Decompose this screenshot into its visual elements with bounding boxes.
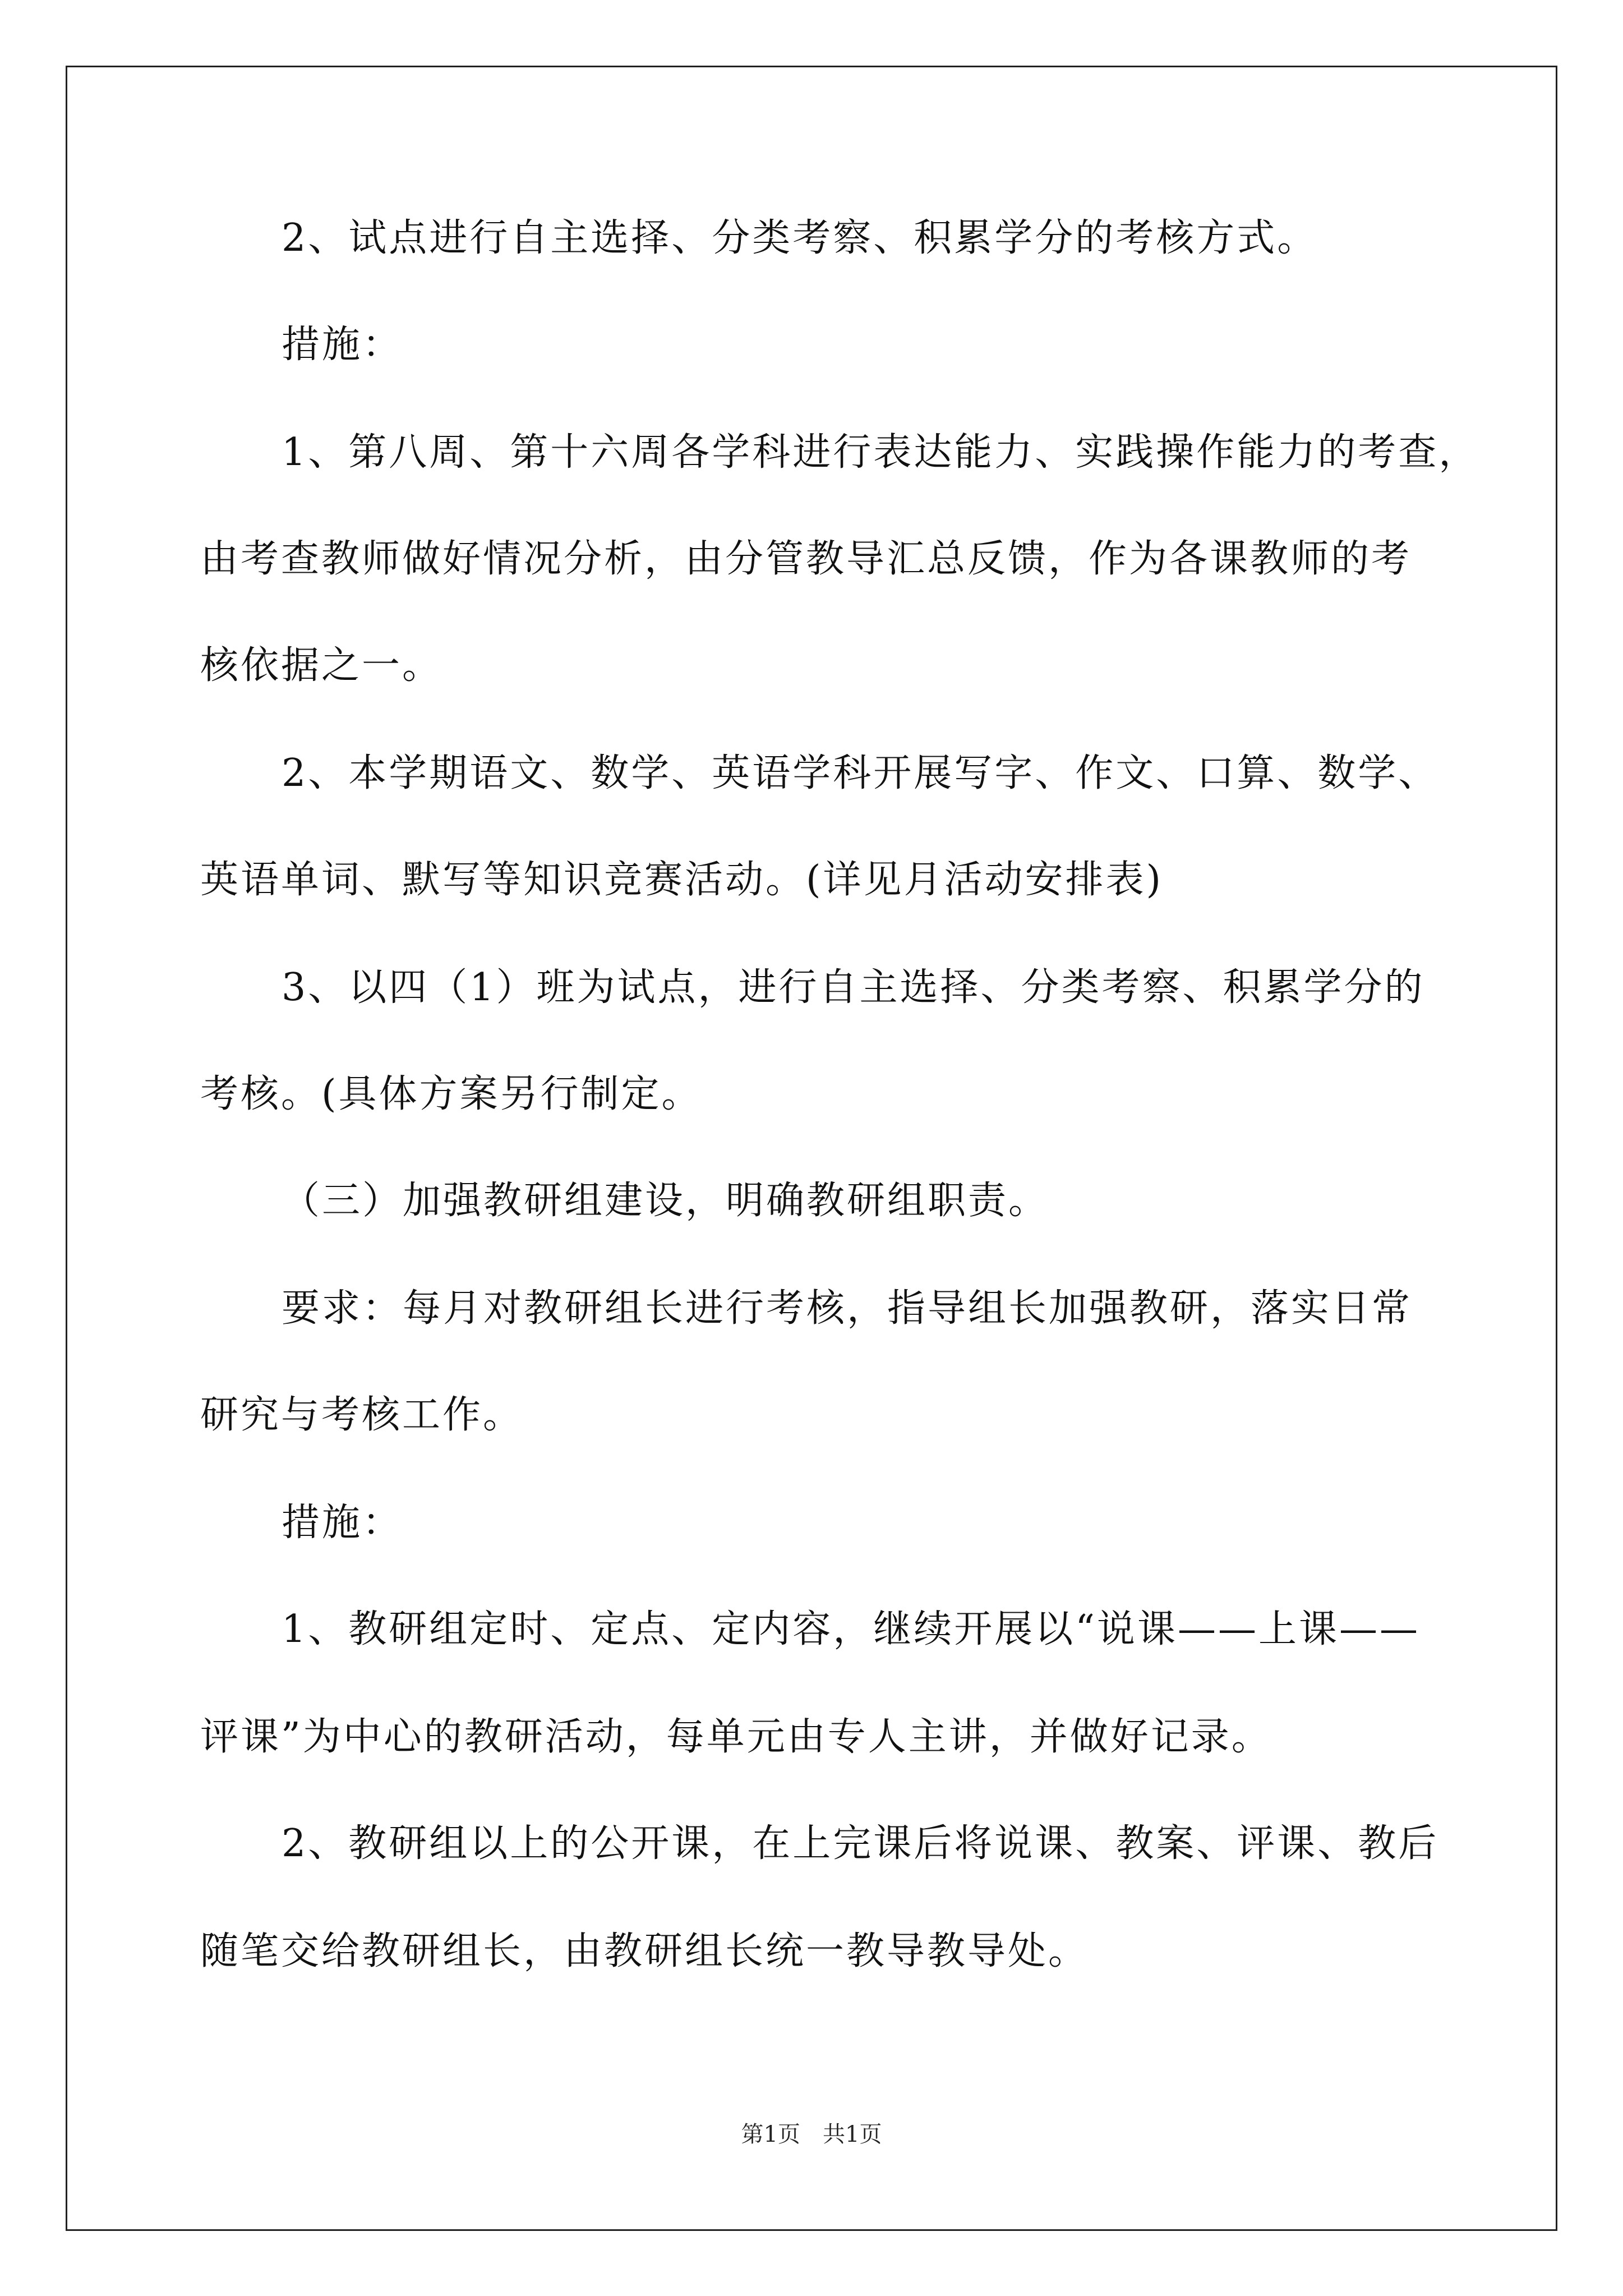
paragraph-line: 研究与考核工作。 [200, 1393, 524, 1437]
page-footer [0, 2120, 1623, 2148]
paragraph-line: 1、教研组定时、定点、定内容，继续开展以“说课——上课—— [282, 1607, 1421, 1651]
paragraph-line: 由考查教师做好情况分析，由分管教导汇总反馈，作为各课教师的考 [200, 537, 1412, 581]
paragraph-line: 随笔交给教研组长，由教研组长统一教导教导处。 [200, 1929, 1089, 1973]
page-number: 第1页 [741, 2122, 800, 2147]
paragraph-line: 3、以四（1）班为试点，进行自主选择、分类考察、积累学分的 [282, 965, 1425, 1010]
section-heading: （三）加强教研组建设，明确教研组职责。 [282, 1179, 1049, 1223]
paragraph-line: 2、本学期语文、数学、英语学科开展写字、作文、口算、数学、 [282, 751, 1439, 795]
paragraph-line: 2、教研组以上的公开课，在上完课后将说课、教案、评课、教后 [282, 1821, 1439, 1866]
paragraph-line: 1、第八周、第十六周各学科进行表达能力、实践操作能力的考查， [282, 430, 1479, 475]
paragraph-line: 考核。(具体方案另行制定。 [200, 1072, 702, 1116]
paragraph-line: 要求：每月对教研组长进行考核，指导组长加强教研，落实日常 [282, 1286, 1413, 1331]
paragraph-line: 2、试点进行自主选择、分类考察、积累学分的考核方式。 [282, 216, 1318, 260]
page-total: 共1页 [823, 2122, 882, 2147]
paragraph-line: 评课”为中心的教研活动，每单元由专人主讲，并做好记录。 [200, 1715, 1272, 1759]
page-border [66, 66, 1557, 2231]
section-label: 措施： [282, 1501, 403, 1545]
section-label: 措施： [282, 323, 403, 367]
paragraph-line: 核依据之一。 [200, 643, 443, 688]
paragraph-line: 英语单词、默写等知识竞赛活动。(详见月活动安排表) [200, 858, 1164, 902]
